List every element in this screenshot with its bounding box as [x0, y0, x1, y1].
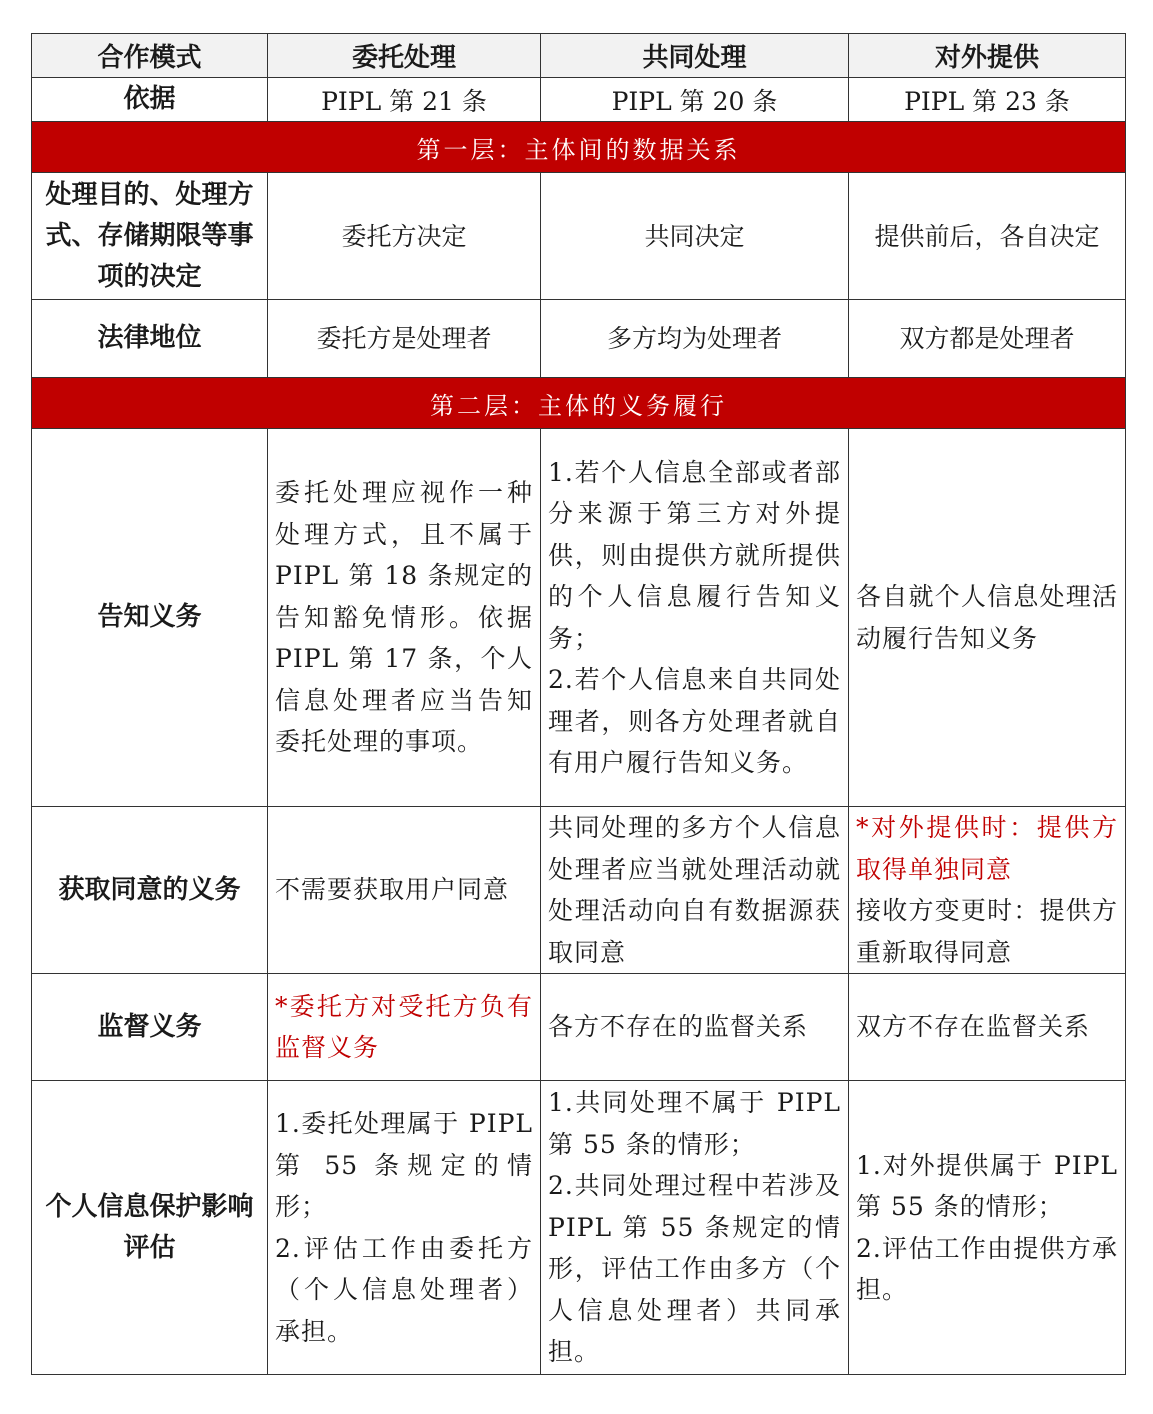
decision-row — [32, 173, 1126, 300]
layer1-title: 第一层：主体间的数据关系 — [32, 122, 1126, 173]
supervision-row — [32, 974, 1126, 1081]
notice-joint — [541, 429, 849, 807]
supervision-entrusted: *委托方对受托方负有监督义务 — [268, 974, 541, 1081]
notice-joint-item-1: 1.若个人信息全部或者部分来源于第三方对外提供，则由提供方就所提供的个人信息履行告知义务； — [548, 457, 841, 653]
consent-joint: 共同处理的多方个人信息处理者应当就处理活动就处理活动向自有数据源获取同意 — [541, 807, 849, 974]
pia-row — [32, 1081, 1126, 1375]
pia-provision — [849, 1081, 1126, 1375]
basis-label: 依据 — [32, 78, 268, 122]
consent-provision — [849, 807, 1126, 974]
legal-status-row — [32, 300, 1126, 378]
pia-provision-item-2: 2.评估工作由提供方承担。 — [856, 1233, 1118, 1304]
legal-status-provision: 双方都是处理者 — [849, 300, 1126, 378]
header-row — [32, 34, 1126, 78]
comparison-table — [31, 33, 1126, 1375]
notice-label: 告知义务 — [32, 429, 268, 807]
notice-entrusted: 委托处理应视作一种处理方式，且不属于 PIPL 第 18 条规定的告知豁免情形。依据 PIPL 第 17 条，个人信息处理者应当告知委托处理的事项。 — [268, 429, 541, 807]
header-provision: 对外提供 — [849, 34, 1126, 78]
pia-entrusted-item-1: 1.委托处理属于 PIPL 第 55 条规定的情形； — [275, 1109, 533, 1221]
pia-entrusted-item-2: 2.评估工作由委托方（个人信息处理者）承担。 — [275, 1233, 533, 1346]
header-joint: 共同处理 — [541, 34, 849, 78]
basis-row — [32, 78, 1126, 122]
supervision-joint: 各方不存在的监督关系 — [541, 974, 849, 1081]
layer2-row — [32, 378, 1126, 429]
decision-entrusted: 委托方决定 — [268, 173, 541, 300]
consent-provision-rest: 接收方变更时：提供方重新取得同意 — [856, 896, 1118, 967]
legal-status-entrusted: 委托方是处理者 — [268, 300, 541, 378]
supervision-provision: 双方不存在监督关系 — [849, 974, 1126, 1081]
pia-provision-item-1: 1.对外提供属于 PIPL 第 55 条的情形； — [856, 1150, 1118, 1221]
consent-row — [32, 807, 1126, 974]
consent-label: 获取同意的义务 — [32, 807, 268, 974]
consent-provision-highlight: *对外提供时：提供方取得单独同意 — [856, 813, 1118, 884]
pia-label: 个人信息保护影响评估 — [32, 1081, 268, 1375]
decision-provision: 提供前后，各自决定 — [849, 173, 1126, 300]
notice-provision: 各自就个人信息处理活动履行告知义务 — [849, 429, 1126, 807]
supervision-label: 监督义务 — [32, 974, 268, 1081]
consent-entrusted: 不需要获取用户同意 — [268, 807, 541, 974]
notice-joint-item-2: 2.若个人信息来自共同处理者，则各方处理者就自有用户履行告知义务。 — [548, 665, 841, 777]
basis-provision: PIPL 第 23 条 — [849, 78, 1126, 122]
decision-label: 处理目的、处理方式、存储期限等事项的决定 — [32, 173, 268, 300]
pia-joint — [541, 1081, 849, 1375]
decision-joint: 共同决定 — [541, 173, 849, 300]
pia-entrusted — [268, 1081, 541, 1375]
pia-joint-item-2: 2.共同处理过程中若涉及 PIPL 第 55 条规定的情形，评估工作由多方（个人信息处理者）共同承担。 — [548, 1171, 841, 1367]
pia-joint-item-1: 1.共同处理不属于 PIPL 第 55 条的情形； — [548, 1088, 841, 1159]
layer2-title: 第二层：主体的义务履行 — [32, 378, 1126, 429]
header-mode: 合作模式 — [32, 34, 268, 78]
legal-status-joint: 多方均为处理者 — [541, 300, 849, 378]
layer1-row — [32, 122, 1126, 173]
basis-entrusted: PIPL 第 21 条 — [268, 78, 541, 122]
legal-status-label: 法律地位 — [32, 300, 268, 378]
notice-row — [32, 429, 1126, 807]
basis-joint: PIPL 第 20 条 — [541, 78, 849, 122]
header-entrusted: 委托处理 — [268, 34, 541, 78]
